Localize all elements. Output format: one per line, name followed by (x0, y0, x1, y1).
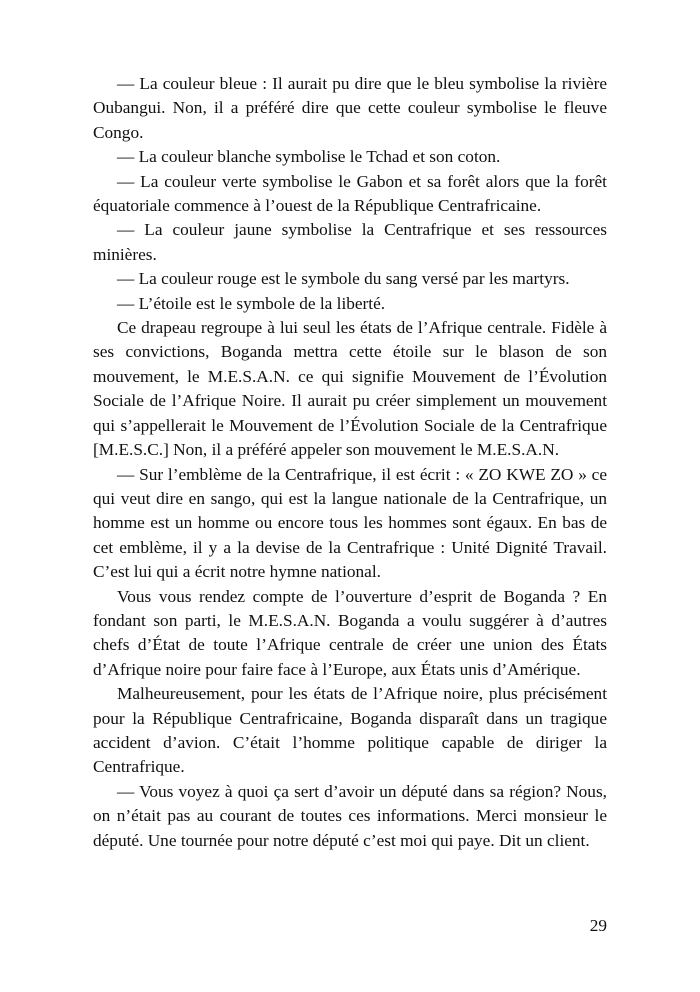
paragraph-blue-color: — La couleur bleue : Il aurait pu dire que le bleu symbolise la rivière Oubangui. Non, il a préféré dire que cette couleur symbolise le fleuve Congo. (93, 74, 607, 142)
paragraph-white-color: — La couleur blanche symbolise le Tchad et son coton. (117, 147, 501, 167)
paragraph-flag-mesan: Ce drapeau regroupe à lui seul les états de l’Afrique centrale. Fidèle à ses convictions, Boganda mettra cette étoile sur le blason de son mouvement, le M.E.S.A.N. ce qui signifie Mouvement de l’Évolution Sociale de l’Afrique Noire. Il aurait pu créer simplement un mouvement qui s’appellerait le Mouvement de l’Évolution Sociale de la Centrafrique [M.E.S.C.] Non, il a préféré appeler son mouvement le M.E.S.A.N. (93, 318, 607, 460)
paragraph-openness: Vous vous rendez compte de l’ouverture d’esprit de Boganda ? En fondant son parti, le M.E.S.A.N. Boganda a voulu suggérer à d’autres chefs d’État de toute l’Afrique centrale de créer une union des États d’Afrique noire pour faire face à l’Europe, aux États unis d’Amérique. (93, 586, 607, 679)
paragraph-accident: Malheureusement, pour les états de l’Afrique noire, plus précisément pour la République Centrafricaine, Boganda disparaît dans un tragique accident d’avion. C’était l’homme politique capable de diriger la Centrafrique. (93, 684, 607, 777)
paragraph-yellow-color: — La couleur jaune symbolise la Centrafrique et ses ressources minières. (93, 220, 607, 264)
page-number: 29 (589, 916, 607, 935)
paragraph-red-color: — La couleur rouge est le symbole du sang versé par les martyrs. (117, 269, 570, 289)
paragraph-green-color: — La couleur verte symbolise le Gabon et sa forêt alors que la forêt équatoriale commence à l’ouest de la République Centrafricaine. (93, 171, 607, 216)
paragraph-star: — L’étoile est le symbole de la liberté. (117, 293, 386, 313)
paragraph-emblem: — Sur l’emblème de la Centrafrique, il est écrit : « ZO KWE ZO » ce qui veut dire en sango, qui est la langue nationale de la Centrafrique, un homme est un homme ou encore tous les hommes sont égaux. En bas de cet emblème, il y a la devise de la Centrafrique : Unité Dignité Travail. C’est lui qui a écrit notre hymne national. (93, 464, 607, 582)
page-body (93, 72, 607, 853)
paragraph-client: — Vous voyez à quoi ça sert d’avoir un député dans sa région? Nous, on n’était pas au courant de toutes ces informations. Merci monsieur le député. Une tournée pour notre député c’est moi qui paye. Dit un client. (93, 781, 607, 850)
